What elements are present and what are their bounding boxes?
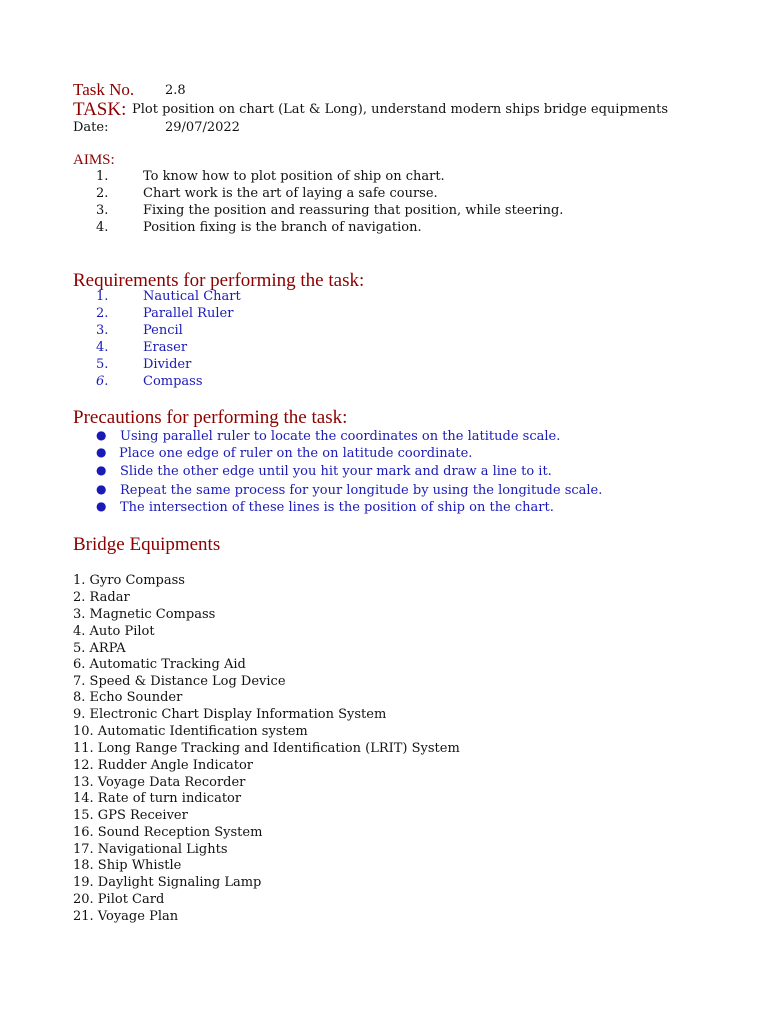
bullet-icon: ● xyxy=(96,499,107,513)
requirements-item-number: 4. xyxy=(96,340,109,355)
requirements-item-text: Divider xyxy=(143,357,192,372)
precautions-item-text: Place one edge of ruler on the on latitude coordinate. xyxy=(119,446,473,461)
precautions-item-text: Repeat the same process for your longitude by using the longitude scale. xyxy=(120,483,603,498)
date-value: 29/07/2022 xyxy=(165,120,240,135)
bridge-item: 1. Gyro Compass xyxy=(73,573,185,588)
bridge-item: 9. Electronic Chart Display Information System xyxy=(73,707,387,722)
requirements-item-number: 6. xyxy=(96,374,109,389)
bridge-item: 20. Pilot Card xyxy=(73,892,165,907)
bridge-item: 11. Long Range Tracking and Identification (LRIT) System xyxy=(73,741,460,756)
task-no-label: Task No. xyxy=(73,80,135,99)
requirements-item-text: Pencil xyxy=(143,323,183,338)
bridge-item: 19. Daylight Signaling Lamp xyxy=(73,875,262,890)
bridge-item: 2. Radar xyxy=(73,590,130,605)
requirements-item-number: 3. xyxy=(96,323,109,338)
bridge-item: 4. Auto Pilot xyxy=(73,624,155,639)
bridge-item: 15. GPS Receiver xyxy=(73,808,188,823)
aims-item-text: To know how to plot position of ship on chart. xyxy=(143,169,445,184)
bridge-item: 12. Rudder Angle Indicator xyxy=(73,758,254,773)
aims-item-number: 1. xyxy=(96,169,109,184)
bullet-icon: ● xyxy=(96,428,107,442)
bullet-icon: ● xyxy=(96,482,107,496)
requirements-item-text: Eraser xyxy=(143,340,188,355)
aims-item-text: Chart work is the art of laying a safe course. xyxy=(143,186,438,201)
bridge-item: 10. Automatic Identification system xyxy=(73,724,308,739)
requirements-title: Requirements for performing the task: xyxy=(73,270,365,291)
bridge-item: 7. Speed & Distance Log Device xyxy=(73,674,286,689)
bridge-item: 17. Navigational Lights xyxy=(73,842,228,857)
task-no-value: 2.8 xyxy=(165,83,186,98)
bridge-item: 18. Ship Whistle xyxy=(73,858,182,873)
aims-title: AIMS: xyxy=(73,152,115,168)
bridge-item: 21. Voyage Plan xyxy=(73,909,179,924)
precautions-item-text: Using parallel ruler to locate the coordinates on the latitude scale. xyxy=(120,429,561,444)
precautions-item-text: Slide the other edge until you hit your mark and draw a line to it. xyxy=(120,464,552,479)
bridge-item: 16. Sound Reception System xyxy=(73,825,263,840)
bridge-item: 3. Magnetic Compass xyxy=(73,607,216,622)
aims-item-number: 3. xyxy=(96,203,109,218)
bridge-item: 5. ARPA xyxy=(73,641,126,656)
bridge-item: 13. Voyage Data Recorder xyxy=(73,775,246,790)
task-value: Plot position on chart (Lat & Long), understand modern ships bridge equipments xyxy=(132,102,669,117)
aims-item-text: Fixing the position and reassuring that position, while steering. xyxy=(143,203,564,218)
requirements-item-number: 5. xyxy=(96,357,109,372)
aims-item-number: 2. xyxy=(96,186,109,201)
bridge-item: 6. Automatic Tracking Aid xyxy=(73,657,246,672)
requirements-item-number: 1. xyxy=(96,289,109,304)
date-label: Date: xyxy=(73,120,109,135)
bridge-item: 8. Echo Sounder xyxy=(73,690,183,705)
aims-item-text: Position fixing is the branch of navigation. xyxy=(143,220,422,235)
task-label: TASK: xyxy=(73,99,127,120)
bridge-title: Bridge Equipments xyxy=(73,534,221,555)
requirements-item-text: Parallel Ruler xyxy=(143,306,234,321)
requirements-item-text: Nautical Chart xyxy=(143,289,241,304)
precautions-item-text: The intersection of these lines is the position of ship on the chart. xyxy=(120,500,554,515)
bullet-icon: ● xyxy=(96,463,107,477)
requirements-item-number: 2. xyxy=(96,306,109,321)
bridge-item: 14. Rate of turn indicator xyxy=(73,791,242,806)
aims-item-number: 4. xyxy=(96,220,109,235)
precautions-title: Precautions for performing the task: xyxy=(73,407,348,428)
requirements-item-text: Compass xyxy=(143,374,203,389)
bullet-icon: ● xyxy=(96,445,107,459)
